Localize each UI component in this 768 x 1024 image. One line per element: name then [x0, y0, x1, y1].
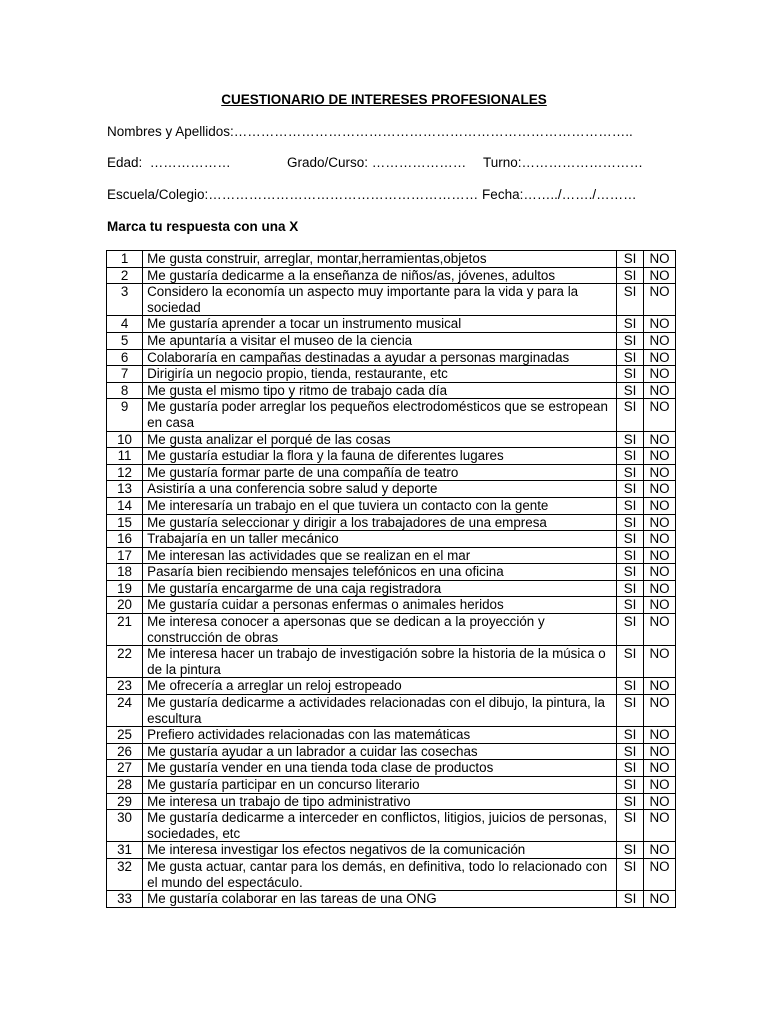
- question-text: Me gustaría colaborar en las tareas de una ONG: [143, 891, 617, 908]
- answer-no[interactable]: NO: [643, 810, 675, 842]
- table-row: [107, 349, 676, 366]
- table-row: [107, 251, 676, 268]
- table-row: [107, 316, 676, 333]
- grado-field[interactable]: Grado/Curso: …………………: [287, 155, 467, 170]
- answer-no[interactable]: NO: [643, 431, 675, 448]
- answer-si[interactable]: SI: [617, 497, 644, 514]
- table-row: [107, 366, 676, 383]
- answer-si[interactable]: SI: [617, 743, 644, 760]
- answer-si[interactable]: SI: [617, 382, 644, 399]
- question-number: 21: [107, 614, 143, 646]
- answer-no[interactable]: NO: [643, 284, 675, 316]
- edad-field[interactable]: Edad: ………………: [107, 155, 231, 170]
- table-row: [107, 842, 676, 859]
- table-row: [107, 481, 676, 498]
- question-number: 3: [107, 284, 143, 316]
- question-text: Me interesan las actividades que se realizan en el mar: [143, 547, 617, 564]
- question-text: Colaboraría en campañas destinadas a ayudar a personas marginadas: [143, 349, 617, 366]
- question-number: 10: [107, 431, 143, 448]
- question-number: 25: [107, 727, 143, 744]
- answer-si[interactable]: SI: [617, 514, 644, 531]
- answer-si[interactable]: SI: [617, 793, 644, 810]
- table-row: [107, 464, 676, 481]
- question-text: Me gustaría poder arreglar los pequeños electrodomésticos que se estropean en casa: [143, 399, 617, 431]
- question-number: 26: [107, 743, 143, 760]
- answer-si[interactable]: SI: [617, 597, 644, 614]
- instruction-text: Marca tu respuesta con una X: [107, 219, 299, 234]
- question-text: Me gustaría aprender a tocar un instrumento musical: [143, 316, 617, 333]
- question-number: 1: [107, 251, 143, 268]
- answer-si[interactable]: SI: [617, 366, 644, 383]
- question-text: Me gustaría participar en un concurso literario: [143, 777, 617, 794]
- question-text: Pasaría bien recibiendo mensajes telefónicos en una oficina: [143, 564, 617, 581]
- table-row: [107, 646, 676, 678]
- answer-no[interactable]: NO: [643, 547, 675, 564]
- answer-si[interactable]: SI: [617, 614, 644, 646]
- turno-field[interactable]: Turno:………………………: [483, 155, 644, 170]
- answer-si[interactable]: SI: [617, 777, 644, 794]
- question-text: Me gustaría seleccionar y dirigir a los trabajadores de una empresa: [143, 514, 617, 531]
- answer-no[interactable]: NO: [643, 366, 675, 383]
- question-number: 20: [107, 597, 143, 614]
- answer-si[interactable]: SI: [617, 531, 644, 548]
- question-text: Me gustaría cuidar a personas enfermas o animales heridos: [143, 597, 617, 614]
- question-number: 11: [107, 448, 143, 465]
- question-text: Dirigiría un negocio propio, tienda, restaurante, etc: [143, 366, 617, 383]
- question-number: 30: [107, 810, 143, 842]
- answer-no[interactable]: NO: [643, 564, 675, 581]
- answer-si[interactable]: SI: [617, 481, 644, 498]
- question-number: 14: [107, 497, 143, 514]
- table-row: [107, 431, 676, 448]
- table-row: [107, 267, 676, 284]
- table-row: [107, 793, 676, 810]
- table-row: [107, 810, 676, 842]
- answer-si[interactable]: SI: [617, 695, 644, 727]
- answer-si[interactable]: SI: [617, 399, 644, 431]
- nombres-field[interactable]: Nombres y Apellidos:……………………………………………………………………………..: [107, 124, 633, 139]
- answer-si[interactable]: SI: [617, 678, 644, 695]
- question-text: Me gusta actuar, cantar para los demás, en definitiva, todo lo relacionado con el mundo del espectáculo.: [143, 858, 617, 890]
- question-text: Me apuntaría a visitar el museo de la ciencia: [143, 332, 617, 349]
- answer-si[interactable]: SI: [617, 332, 644, 349]
- question-number: 12: [107, 464, 143, 481]
- question-text: Me interesa investigar los efectos negativos de la comunicación: [143, 842, 617, 859]
- table-row: [107, 597, 676, 614]
- question-number: 33: [107, 891, 143, 908]
- question-text: Me gustaría dedicarme a interceder en conflictos, litigios, juicios de personas, sociedades, etc: [143, 810, 617, 842]
- table-row: [107, 727, 676, 744]
- question-text: Me gustaría dedicarme a la enseñanza de niños/as, jóvenes, adultos: [143, 267, 617, 284]
- question-text: Me gusta construir, arreglar, montar,herramientas,objetos: [143, 251, 617, 268]
- answer-si[interactable]: SI: [617, 464, 644, 481]
- table-row: [107, 743, 676, 760]
- question-text: Me gusta el mismo tipo y ritmo de trabajo cada día: [143, 382, 617, 399]
- question-text: Trabajaría en un taller mecánico: [143, 531, 617, 548]
- table-row: [107, 284, 676, 316]
- question-number: 32: [107, 858, 143, 890]
- question-number: 6: [107, 349, 143, 366]
- answer-no[interactable]: NO: [643, 842, 675, 859]
- table-row: [107, 399, 676, 431]
- answer-no[interactable]: NO: [643, 695, 675, 727]
- answer-no[interactable]: NO: [643, 349, 675, 366]
- answer-no[interactable]: NO: [643, 743, 675, 760]
- table-row: [107, 448, 676, 465]
- answer-si[interactable]: SI: [617, 646, 644, 678]
- question-text: Me ofrecería a arreglar un reloj estropeado: [143, 678, 617, 695]
- answer-no[interactable]: NO: [643, 514, 675, 531]
- table-row: [107, 382, 676, 399]
- answer-no[interactable]: NO: [643, 777, 675, 794]
- answer-no[interactable]: NO: [643, 531, 675, 548]
- answer-si[interactable]: SI: [617, 727, 644, 744]
- answer-no[interactable]: NO: [643, 382, 675, 399]
- question-text: Me interesaría un trabajo en el que tuviera un contacto con la gente: [143, 497, 617, 514]
- question-text: Me interesa conocer a apersonas que se dedican a la proyección y construcción de obras: [143, 614, 617, 646]
- table-row: [107, 695, 676, 727]
- question-text: Me interesa hacer un trabajo de investigación sobre la historia de la música o de la pintura: [143, 646, 617, 678]
- table-row: [107, 332, 676, 349]
- answer-no[interactable]: NO: [643, 646, 675, 678]
- answer-no[interactable]: NO: [643, 399, 675, 431]
- answer-si[interactable]: SI: [617, 284, 644, 316]
- answer-no[interactable]: NO: [643, 793, 675, 810]
- answer-no[interactable]: NO: [643, 267, 675, 284]
- questionnaire-table: [106, 250, 676, 908]
- answer-no[interactable]: NO: [643, 464, 675, 481]
- table-row: [107, 760, 676, 777]
- answer-si[interactable]: SI: [617, 547, 644, 564]
- question-number: 17: [107, 547, 143, 564]
- question-number: 23: [107, 678, 143, 695]
- table-row: [107, 580, 676, 597]
- table-row: [107, 547, 676, 564]
- question-text: Me gustaría formar parte de una compañía de teatro: [143, 464, 617, 481]
- table-row: [107, 531, 676, 548]
- answer-si[interactable]: SI: [617, 580, 644, 597]
- table-row: [107, 497, 676, 514]
- answer-no[interactable]: NO: [643, 614, 675, 646]
- question-number: 15: [107, 514, 143, 531]
- question-text: Me gustaría estudiar la flora y la fauna de diferentes lugares: [143, 448, 617, 465]
- question-text: Me interesa un trabajo de tipo administrativo: [143, 793, 617, 810]
- answer-no[interactable]: NO: [643, 481, 675, 498]
- answer-no[interactable]: NO: [643, 760, 675, 777]
- question-text: Me gustaría ayudar a un labrador a cuidar las cosechas: [143, 743, 617, 760]
- answer-no[interactable]: NO: [643, 448, 675, 465]
- question-number: 27: [107, 760, 143, 777]
- answer-no[interactable]: NO: [643, 332, 675, 349]
- question-text: Me gustaría dedicarme a actividades relacionadas con el dibujo, la pintura, la escultura: [143, 695, 617, 727]
- table-row: [107, 614, 676, 646]
- question-number: 7: [107, 366, 143, 383]
- answer-si[interactable]: SI: [617, 760, 644, 777]
- question-number: 5: [107, 332, 143, 349]
- escuela-fecha-field[interactable]: Escuela/Colegio:…………………………………………………… Fecha:……../……./………: [107, 187, 637, 202]
- question-number: 18: [107, 564, 143, 581]
- question-number: 4: [107, 316, 143, 333]
- question-number: 9: [107, 399, 143, 431]
- question-number: 19: [107, 580, 143, 597]
- table-row: [107, 564, 676, 581]
- answer-no[interactable]: NO: [643, 316, 675, 333]
- document-title: CUESTIONARIO DE INTERESES PROFESIONALES: [221, 92, 547, 107]
- table-row: [107, 891, 676, 908]
- answer-no[interactable]: NO: [643, 891, 675, 908]
- question-number: 13: [107, 481, 143, 498]
- question-number: 2: [107, 267, 143, 284]
- question-text: Me gusta analizar el porqué de las cosas: [143, 431, 617, 448]
- table-row: [107, 514, 676, 531]
- question-text: Me gustaría vender en una tienda toda clase de productos: [143, 760, 617, 777]
- question-number: 29: [107, 793, 143, 810]
- question-text: Considero la economía un aspecto muy importante para la vida y para la sociedad: [143, 284, 617, 316]
- question-number: 31: [107, 842, 143, 859]
- answer-si[interactable]: SI: [617, 267, 644, 284]
- question-number: 28: [107, 777, 143, 794]
- answer-si[interactable]: SI: [617, 564, 644, 581]
- question-number: 22: [107, 646, 143, 678]
- question-number: 16: [107, 531, 143, 548]
- question-number: 24: [107, 695, 143, 727]
- answer-no[interactable]: NO: [643, 727, 675, 744]
- answer-si[interactable]: SI: [617, 349, 644, 366]
- answer-no[interactable]: NO: [643, 678, 675, 695]
- table-row: [107, 777, 676, 794]
- answer-si[interactable]: SI: [617, 316, 644, 333]
- answer-no[interactable]: NO: [643, 497, 675, 514]
- table-row: [107, 678, 676, 695]
- table-row: [107, 858, 676, 890]
- answer-si[interactable]: SI: [617, 448, 644, 465]
- question-text: Me gustaría encargarme de una caja registradora: [143, 580, 617, 597]
- answer-si[interactable]: SI: [617, 810, 644, 842]
- answer-si[interactable]: SI: [617, 858, 644, 890]
- answer-si[interactable]: SI: [617, 842, 644, 859]
- answer-si[interactable]: SI: [617, 251, 644, 268]
- answer-si[interactable]: SI: [617, 431, 644, 448]
- question-number: 8: [107, 382, 143, 399]
- answer-no[interactable]: NO: [643, 597, 675, 614]
- answer-no[interactable]: NO: [643, 580, 675, 597]
- answer-no[interactable]: NO: [643, 858, 675, 890]
- question-text: Asistiría a una conferencia sobre salud y deporte: [143, 481, 617, 498]
- answer-no[interactable]: NO: [643, 251, 675, 268]
- answer-si[interactable]: SI: [617, 891, 644, 908]
- question-text: Prefiero actividades relacionadas con las matemáticas: [143, 727, 617, 744]
